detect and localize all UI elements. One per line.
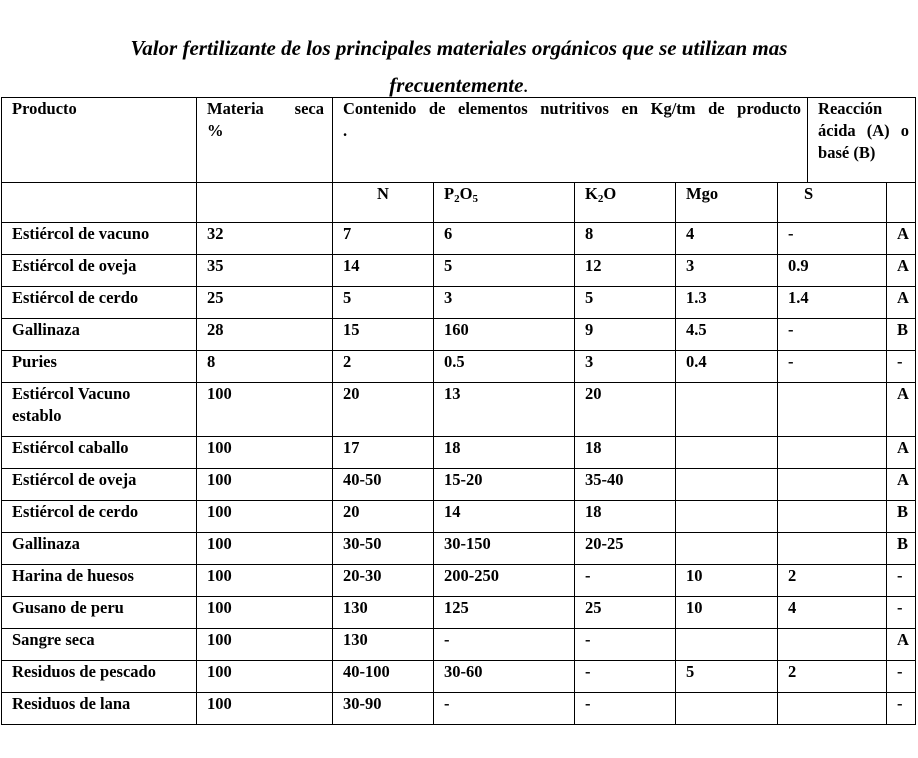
cell-k: - xyxy=(575,661,676,693)
cell-n: 40-50 xyxy=(333,469,434,501)
cell-r: - xyxy=(887,351,916,383)
fertilizer-table xyxy=(1,97,916,725)
cell-mgo xyxy=(676,501,778,533)
cell-producto: Estiércol Vacuno establo xyxy=(2,383,197,437)
cell-r: B xyxy=(887,501,916,533)
cell-producto: Gallinaza xyxy=(2,319,197,351)
cell-n: 14 xyxy=(333,255,434,287)
cell-r: B xyxy=(887,319,916,351)
cell-ms: 35 xyxy=(197,255,333,287)
cell-n: 30-50 xyxy=(333,533,434,565)
cell-ms: 100 xyxy=(197,501,333,533)
cell-n: 20-30 xyxy=(333,565,434,597)
cell-s: 1.4 xyxy=(778,287,887,319)
cell-n: 2 xyxy=(333,351,434,383)
cell-k: 12 xyxy=(575,255,676,287)
cell-producto: Harina de huesos xyxy=(2,565,197,597)
cell-s xyxy=(778,533,887,565)
header-reaccion xyxy=(808,98,916,183)
cell-k: 25 xyxy=(575,597,676,629)
table-row xyxy=(2,661,916,693)
header-contenido-line1: Contenido de elementos nutritivos en Kg/tm de producto xyxy=(343,99,802,118)
cell-p: 0.5 xyxy=(434,351,575,383)
cell-ms: 100 xyxy=(197,693,333,725)
cell-n: 30-90 xyxy=(333,693,434,725)
cell-n: 20 xyxy=(333,383,434,437)
table-row xyxy=(2,597,916,629)
cell-mgo: 10 xyxy=(676,565,778,597)
table-row xyxy=(2,223,916,255)
cell-mgo: 5 xyxy=(676,661,778,693)
cell-k: - xyxy=(575,629,676,661)
cell-k: 5 xyxy=(575,287,676,319)
table-row xyxy=(2,351,916,383)
title-line-1: Valor fertilizante de los principales materiales orgánicos que se utilizan mas xyxy=(130,36,788,60)
cell-s xyxy=(778,693,887,725)
cell-k: - xyxy=(575,693,676,725)
cell-s: 0.9 xyxy=(778,255,887,287)
table-row xyxy=(2,533,916,565)
cell-producto: Estiércol de oveja xyxy=(2,255,197,287)
cell-s xyxy=(778,629,887,661)
cell-r: B xyxy=(887,533,916,565)
cell-p: 30-60 xyxy=(434,661,575,693)
cell-n: 130 xyxy=(333,629,434,661)
cell-r: - xyxy=(887,565,916,597)
cell-mgo: 10 xyxy=(676,597,778,629)
title-line-2-period: . xyxy=(523,73,529,97)
cell-p: 3 xyxy=(434,287,575,319)
cell-k: - xyxy=(575,565,676,597)
title-line-2-text: frecuentemente xyxy=(389,73,524,97)
cell-p: 125 xyxy=(434,597,575,629)
cell-n: 20 xyxy=(333,501,434,533)
cell-producto: Estiércol caballo xyxy=(2,437,197,469)
header-n: N xyxy=(333,183,434,223)
cell-n: 5 xyxy=(333,287,434,319)
cell-p: - xyxy=(434,693,575,725)
cell-mgo: 3 xyxy=(676,255,778,287)
cell-mgo: 4 xyxy=(676,223,778,255)
cell-s: 2 xyxy=(778,565,887,597)
header-contenido xyxy=(333,98,808,183)
cell-mgo xyxy=(676,533,778,565)
cell-n: 40-100 xyxy=(333,661,434,693)
cell-n: 17 xyxy=(333,437,434,469)
cell-k: 3 xyxy=(575,351,676,383)
table-row xyxy=(2,501,916,533)
cell-n: 15 xyxy=(333,319,434,351)
cell-n: 7 xyxy=(333,223,434,255)
cell-p: 6 xyxy=(434,223,575,255)
cell-r: - xyxy=(887,597,916,629)
header-reaccion-line2: ácida (A) o xyxy=(818,121,909,140)
cell-r: A xyxy=(887,287,916,319)
header-producto: Producto xyxy=(2,98,197,183)
cell-producto: Estiércol de cerdo xyxy=(2,501,197,533)
header-reaccion-line3: basé (B) xyxy=(818,143,876,162)
cell-n: 130 xyxy=(333,597,434,629)
table-row xyxy=(2,469,916,501)
cell-s: - xyxy=(778,223,887,255)
cell-s xyxy=(778,501,887,533)
cell-r: A xyxy=(887,223,916,255)
header-k2o: $K_2O$ xyxy=(575,183,676,223)
cell-mgo: 0.4 xyxy=(676,351,778,383)
cell-producto: Estiércol de vacuno xyxy=(2,223,197,255)
header-materia-seca-line1: Materia seca xyxy=(207,99,324,118)
cell-p: 18 xyxy=(434,437,575,469)
cell-r: A xyxy=(887,629,916,661)
cell-ms: 8 xyxy=(197,351,333,383)
cell-p: 160 xyxy=(434,319,575,351)
cell-r: A xyxy=(887,255,916,287)
header-empty-2 xyxy=(197,183,333,223)
cell-k: 20 xyxy=(575,383,676,437)
cell-producto: Puries xyxy=(2,351,197,383)
cell-k: 35-40 xyxy=(575,469,676,501)
table-row xyxy=(2,383,916,437)
cell-ms: 100 xyxy=(197,597,333,629)
cell-p: 13 xyxy=(434,383,575,437)
cell-k: 9 xyxy=(575,319,676,351)
header-mgo: Mgo xyxy=(676,183,778,223)
cell-mgo: 1.3 xyxy=(676,287,778,319)
table-row xyxy=(2,629,916,661)
cell-producto: Estiércol de cerdo xyxy=(2,287,197,319)
table-row xyxy=(2,437,916,469)
cell-s: 2 xyxy=(778,661,887,693)
cell-r: A xyxy=(887,437,916,469)
header-reaccion-line1: Reacción xyxy=(818,99,883,118)
cell-p: 15-20 xyxy=(434,469,575,501)
cell-s xyxy=(778,437,887,469)
header-p2o5: $P_2O_5$ xyxy=(434,183,575,223)
header-empty-1 xyxy=(2,183,197,223)
cell-s xyxy=(778,383,887,437)
cell-r: - xyxy=(887,693,916,725)
cell-p: 30-150 xyxy=(434,533,575,565)
cell-k: 18 xyxy=(575,501,676,533)
table-row xyxy=(2,319,916,351)
cell-ms: 100 xyxy=(197,383,333,437)
cell-ms: 25 xyxy=(197,287,333,319)
cell-ms: 32 xyxy=(197,223,333,255)
cell-k: 8 xyxy=(575,223,676,255)
cell-ms: 100 xyxy=(197,533,333,565)
header-s: S xyxy=(778,183,887,223)
cell-mgo xyxy=(676,437,778,469)
cell-producto: Residuos de pescado xyxy=(2,661,197,693)
cell-p: 5 xyxy=(434,255,575,287)
cell-mgo xyxy=(676,629,778,661)
cell-mgo xyxy=(676,383,778,437)
cell-s: - xyxy=(778,319,887,351)
table-row xyxy=(2,565,916,597)
header-materia-seca xyxy=(197,98,333,183)
cell-r: A xyxy=(887,469,916,501)
cell-ms: 100 xyxy=(197,629,333,661)
cell-p: - xyxy=(434,629,575,661)
cell-s: - xyxy=(778,351,887,383)
cell-k: 20-25 xyxy=(575,533,676,565)
header-empty-3 xyxy=(887,183,916,223)
cell-ms: 100 xyxy=(197,469,333,501)
cell-p: 14 xyxy=(434,501,575,533)
table-row xyxy=(2,255,916,287)
table-row xyxy=(2,693,916,725)
cell-p: 200-250 xyxy=(434,565,575,597)
cell-r: A xyxy=(887,383,916,437)
header-contenido-line2: . xyxy=(343,121,348,140)
header-row-1 xyxy=(2,98,916,183)
cell-ms: 28 xyxy=(197,319,333,351)
cell-mgo xyxy=(676,469,778,501)
header-row-2 xyxy=(2,183,916,223)
cell-producto: Estiércol de oveja xyxy=(2,469,197,501)
cell-ms: 100 xyxy=(197,437,333,469)
cell-ms: 100 xyxy=(197,565,333,597)
cell-k: 18 xyxy=(575,437,676,469)
cell-producto: Gallinaza xyxy=(2,533,197,565)
table-row xyxy=(2,287,916,319)
cell-ms: 100 xyxy=(197,661,333,693)
cell-producto: Gusano de peru xyxy=(2,597,197,629)
document-title xyxy=(0,30,918,104)
cell-mgo: 4.5 xyxy=(676,319,778,351)
cell-producto: Sangre seca xyxy=(2,629,197,661)
cell-r: - xyxy=(887,661,916,693)
cell-s xyxy=(778,469,887,501)
cell-s: 4 xyxy=(778,597,887,629)
cell-producto: Residuos de lana xyxy=(2,693,197,725)
header-materia-seca-line2: % xyxy=(207,121,224,140)
cell-mgo xyxy=(676,693,778,725)
